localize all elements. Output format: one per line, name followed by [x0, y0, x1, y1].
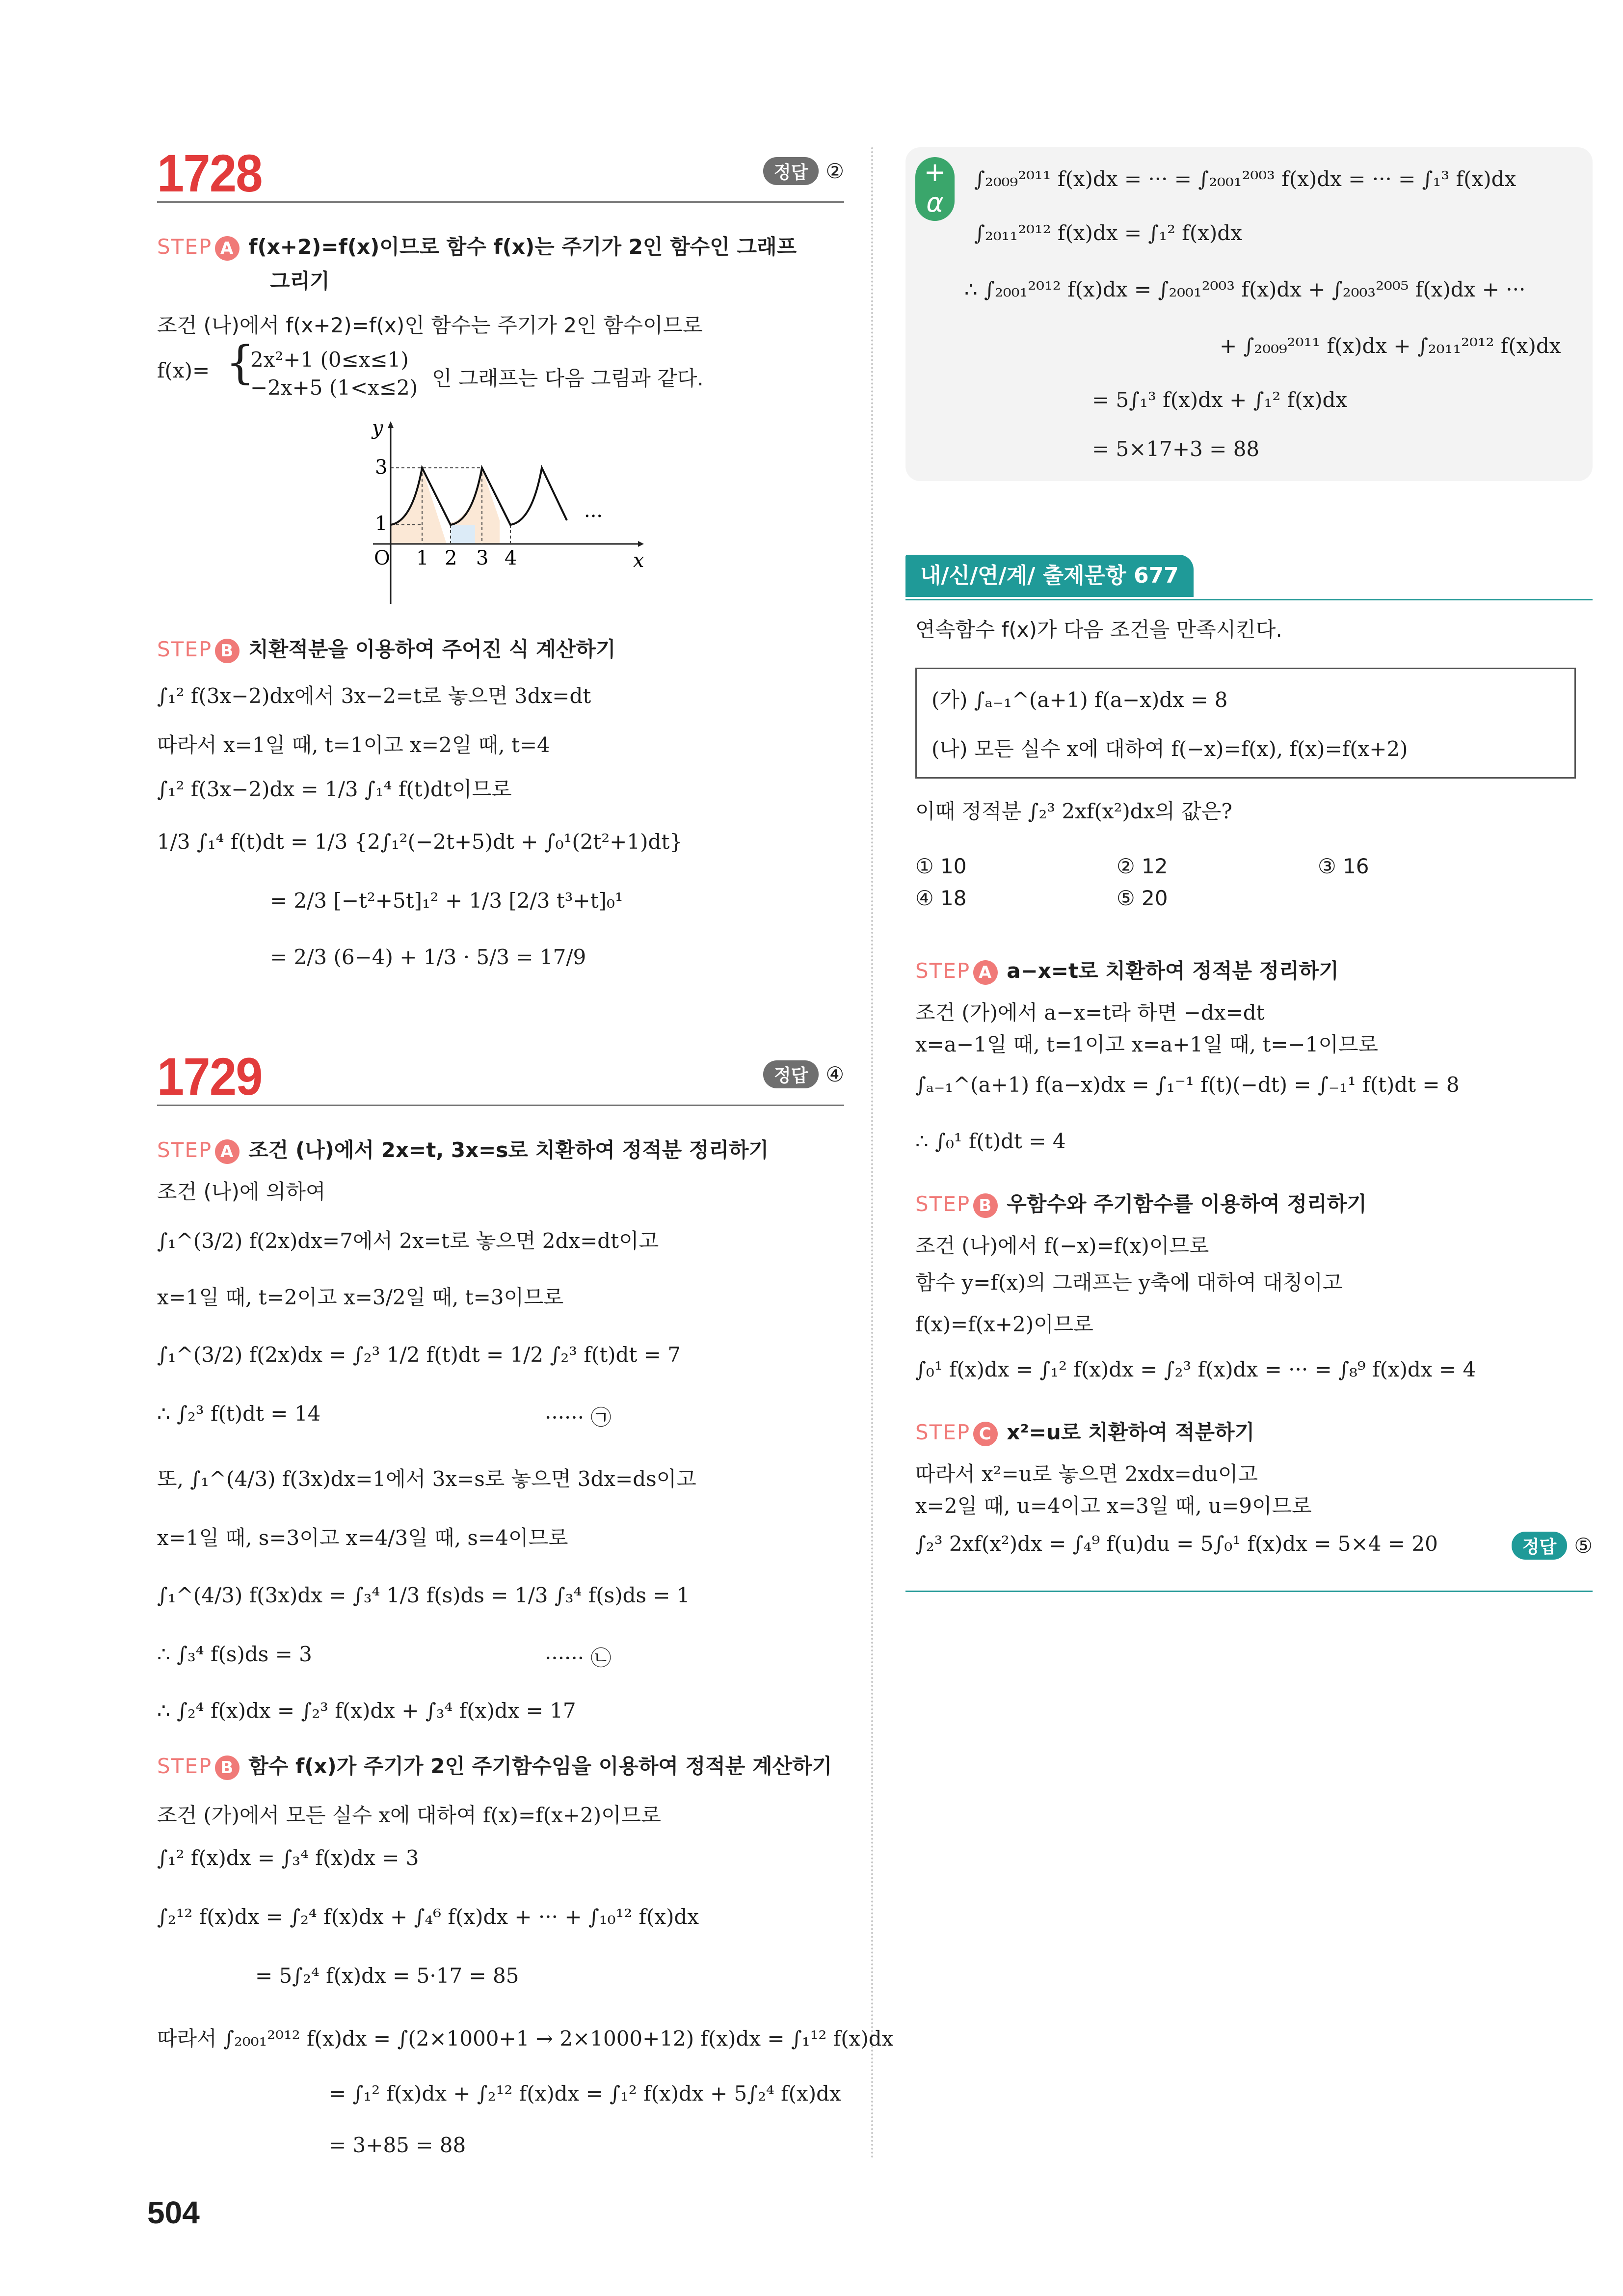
step-b-heading: [157, 1750, 832, 1780]
math-line: x=1일 때, t=2이고 x=3/2일 때, t=3이므로: [157, 1285, 564, 1309]
step-letter: C: [973, 1422, 998, 1446]
y-tick-label: 1: [375, 513, 388, 535]
condition-na: (나) 모든 실수 x에 대하여 f(−x)=f(x), f(x)=f(x+2): [931, 737, 1408, 761]
problem-intro: 연속함수 f(x)가 다음 조건을 만족시킨다.: [915, 618, 1282, 642]
plus-alpha-box: [905, 147, 1593, 481]
answer-badge: [1512, 1532, 1593, 1560]
step-b-heading: [915, 1188, 1367, 1218]
text-line: 인 그래프는 다음 그림과 같다.: [432, 366, 704, 390]
step-title: x²=u로 치환하여 적분하기: [1007, 1420, 1255, 1444]
math-line: 따라서 ∫₂₀₀₁²⁰¹² f(x)dx = ∫(2×1000+1 → 2×1000+12) f(x)dx = ∫₁¹² f(x)dx: [157, 2026, 894, 2051]
step-a-heading: [157, 1134, 769, 1164]
math-line: ∫₁^(3/2) f(2x)dx = ∫₂³ 1/2 f(t)dt = 1/2 ∫₂³ f(t)dt = 7: [157, 1343, 681, 1367]
answer-label: 정답: [1512, 1532, 1568, 1560]
naesin-header: [905, 555, 1593, 600]
step-letter: B: [215, 1756, 239, 1780]
math-line: 따라서 x²=u로 놓으면 2xdx=du이고: [915, 1462, 1258, 1486]
step-title: 함수 f(x)가 주기가 2인 주기함수임을 이용하여 정적분 계산하기: [248, 1754, 832, 1778]
piecewise-case-1: 2x²+1 (0≤x≤1): [250, 348, 409, 372]
answer-value: ⑤: [1574, 1534, 1593, 1558]
math-line: x=2일 때, u=4이고 x=3일 때, u=9이므로: [915, 1494, 1312, 1518]
periodic-function-graph: [344, 412, 648, 609]
step-title: 치환적분을 이용하여 주어진 식 계산하기: [248, 637, 616, 661]
x-axis-label: x: [633, 549, 644, 572]
math-line: ∴ ∫₀¹ f(t)dt = 4: [915, 1129, 1066, 1153]
x-axis-arrow-icon: [638, 541, 644, 547]
math-line: ∴ ∫₂³ f(t)dt = 14: [157, 1402, 321, 1426]
column-divider: [871, 147, 873, 2160]
brace-icon: {: [226, 336, 255, 389]
problem-1729-header: [157, 1046, 844, 1106]
continuation-dots: ···: [584, 505, 603, 528]
step-tag: STEP C: [915, 1420, 1007, 1444]
math-line: ∫₂₀₁₁²⁰¹² f(x)dx = ∫₁² f(x)dx: [974, 221, 1242, 245]
step-tag: STEP B: [915, 1192, 1007, 1216]
step-tag: STEP A: [157, 1138, 248, 1162]
answer-label: 정답: [763, 1060, 819, 1088]
x-tick-label: 3: [476, 547, 489, 569]
math-line: = ∫₁² f(x)dx + ∫₂¹² f(x)dx = ∫₁² f(x)dx + 5∫₂⁴ f(x)dx: [329, 2081, 841, 2106]
condition-box: [915, 668, 1576, 779]
step-tag: STEP A: [915, 959, 1007, 983]
piecewise-case-2: −2x+5 (1<x≤2): [250, 376, 418, 400]
alpha-symbol: α: [926, 187, 944, 218]
math-line: = 5×17+3 = 88: [1092, 437, 1260, 461]
problem-number: 1729: [157, 1047, 262, 1106]
math-line: = 5∫₂⁴ f(x)dx = 5·17 = 85: [255, 1964, 519, 1988]
math-line: f(x)=f(x+2)이므로: [915, 1312, 1093, 1336]
choice-4[interactable]: ④ 18: [915, 886, 967, 910]
problem-question: 이때 정적분 ∫₂³ 2xf(x²)dx의 값은?: [915, 799, 1232, 823]
math-line: = 2/3 (6−4) + 1/3 · 5/3 = 17/9: [270, 945, 586, 969]
choice-3[interactable]: ③ 16: [1318, 854, 1369, 878]
x-tick-label: 4: [505, 547, 517, 569]
y-axis-label: y: [372, 417, 383, 439]
math-line: 조건 (가)에서 a−x=t라 하면 −dx=dt: [915, 1000, 1265, 1025]
answer-label: 정답: [763, 157, 819, 185]
step-a-heading: [915, 955, 1339, 985]
step-a-heading: [157, 231, 797, 261]
math-line: = 5∫₁³ f(x)dx + ∫₁² f(x)dx: [1092, 388, 1348, 412]
step-letter: B: [973, 1193, 998, 1218]
plus-alpha-icon: [915, 157, 955, 221]
math-line: + ∫₂₀₀₉²⁰¹¹ f(x)dx + ∫₂₀₁₁²⁰¹² f(x)dx: [1220, 334, 1561, 358]
math-line: ∫₀¹ f(x)dx = ∫₁² f(x)dx = ∫₂³ f(x)dx = ··· = ∫₈⁹ f(x)dx = 4: [915, 1357, 1476, 1381]
piecewise-lhs: f(x)=: [157, 358, 210, 382]
text-line: 조건 (나)에 의하여: [157, 1180, 326, 1204]
shaded-region-blue: [451, 525, 475, 544]
math-line: ∴ ∫₂⁴ f(x)dx = ∫₂³ f(x)dx + ∫₃⁴ f(x)dx = 17: [157, 1699, 576, 1723]
condition-ga: (가) ∫ₐ₋₁^(a+1) f(a−x)dx = 8: [931, 688, 1228, 712]
answer-badge: [763, 157, 844, 185]
step-title: f(x+2)=f(x)이므로 함수 f(x)는 주기가 2인 함수인 그래프: [248, 235, 797, 259]
choice-1[interactable]: ① 10: [915, 854, 967, 878]
x-tick-label: 1: [416, 547, 429, 569]
math-line: 따라서 x=1일 때, t=1이고 x=2일 때, t=4: [157, 733, 550, 757]
math-line: ∴ ∫₂₀₀₁²⁰¹² f(x)dx = ∫₂₀₀₁²⁰⁰³ f(x)dx + ∫₂₀₀₃²⁰⁰⁵ f(x)dx + ···: [964, 277, 1526, 301]
step-tag: STEP B: [157, 637, 248, 661]
step-letter: A: [215, 1139, 239, 1164]
math-line: 조건 (가)에서 모든 실수 x에 대하여 f(x)=f(x+2)이므로: [157, 1803, 661, 1827]
math-line: ∫₂³ 2xf(x²)dx = ∫₄⁹ f(u)du = 5∫₀¹ f(x)dx = 5×4 = 20: [915, 1532, 1438, 1556]
step-letter: A: [973, 960, 998, 985]
math-line: 함수 y=f(x)의 그래프는 y축에 대하여 대칭이고: [915, 1270, 1343, 1295]
step-letter: A: [215, 236, 239, 261]
choice-5[interactable]: ⑤ 20: [1117, 886, 1168, 910]
math-line: ∫₁² f(x)dx = ∫₃⁴ f(x)dx = 3: [157, 1846, 419, 1870]
math-line: ∫₁² f(3x−2)dx = 1/3 ∫₁⁴ f(t)dt이므로: [157, 777, 512, 801]
section-end-rule: [905, 1591, 1593, 1592]
equation-marker: ······ ㉠: [545, 1405, 612, 1430]
math-line: ∫₁^(3/2) f(2x)dx=7에서 2x=t로 놓으면 2dx=dt이고: [157, 1229, 659, 1253]
y-tick-label: 3: [375, 456, 388, 479]
math-line: x=a−1일 때, t=1이고 x=a+1일 때, t=−1이므로: [915, 1032, 1379, 1056]
math-line: ∫₂₀₀₉²⁰¹¹ f(x)dx = ··· = ∫₂₀₀₁²⁰⁰³ f(x)dx = ··· = ∫₁³ f(x)dx: [974, 167, 1517, 191]
equation-marker: ······ ㉡: [545, 1646, 612, 1670]
step-title: 우함수와 주기함수를 이용하여 정리하기: [1007, 1192, 1367, 1216]
choice-2[interactable]: ② 12: [1117, 854, 1168, 878]
plus-symbol: +: [924, 157, 946, 188]
problem-number: 1728: [157, 143, 262, 203]
answer-value: ④: [825, 1062, 844, 1086]
text-line: 조건 (나)에서 f(x+2)=f(x)인 함수는 주기가 2인 함수이므로: [157, 313, 703, 337]
step-a-heading-cont: 그리기: [270, 269, 330, 293]
answer-badge: [763, 1060, 844, 1088]
answer-value: ②: [825, 159, 844, 183]
math-line: ∫₂¹² f(x)dx = ∫₂⁴ f(x)dx + ∫₄⁶ f(x)dx + ··· + ∫₁₀¹² f(x)dx: [157, 1905, 699, 1929]
math-line: ∫₁^(4/3) f(3x)dx = ∫₃⁴ 1/3 f(s)ds = 1/3 ∫₃⁴ f(s)ds = 1: [157, 1583, 690, 1607]
math-line: 1/3 ∫₁⁴ f(t)dt = 1/3 {2∫₁²(−2t+5)dt + ∫₀¹(2t²+1)dt}: [157, 830, 683, 854]
math-line: ∫ₐ₋₁^(a+1) f(a−x)dx = ∫₁⁻¹ f(t)(−dt) = ∫₋₁¹ f(t)dt = 8: [915, 1073, 1460, 1097]
problem-1728-header: [157, 142, 844, 203]
math-line: 또, ∫₁^(4/3) f(3x)dx=1에서 3x=s로 놓으면 3dx=ds이고: [157, 1467, 696, 1491]
step-title: a−x=t로 치환하여 정적분 정리하기: [1007, 959, 1339, 983]
step-b-heading: [157, 633, 615, 663]
math-line: ∫₁² f(3x−2)dx에서 3x−2=t로 놓으면 3dx=dt: [157, 684, 591, 708]
shaded-region: [391, 468, 447, 544]
step-tag: STEP A: [157, 235, 248, 259]
step-c-heading: [915, 1416, 1254, 1446]
step-letter: B: [215, 639, 239, 663]
math-line: = 2/3 [−t²+5t]₁² + 1/3 [2/3 t³+t]₀¹: [270, 889, 623, 913]
naesin-label: 내/신/연/계/ 출제문항 677: [905, 555, 1194, 597]
math-line: x=1일 때, s=3이고 x=4/3일 때, s=4이므로: [157, 1526, 568, 1550]
origin-label: O: [374, 547, 390, 569]
step-title: 조건 (나)에서 2x=t, 3x=s로 치환하여 정적분 정리하기: [248, 1138, 769, 1162]
step-tag: STEP B: [157, 1754, 248, 1778]
page-number: 504: [147, 2195, 200, 2230]
math-line: ∴ ∫₃⁴ f(s)ds = 3: [157, 1642, 312, 1666]
math-line: 조건 (나)에서 f(−x)=f(x)이므로: [915, 1234, 1209, 1258]
x-tick-label: 2: [445, 547, 457, 569]
math-line: = 3+85 = 88: [329, 2133, 466, 2157]
y-axis-arrow-icon: [388, 421, 394, 428]
